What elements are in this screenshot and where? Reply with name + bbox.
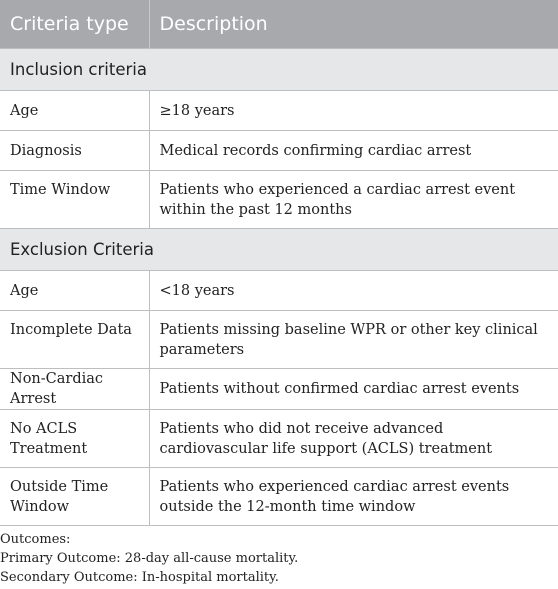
- description-cell: ≥18 years: [149, 91, 558, 131]
- header-criteria-type: Criteria type: [0, 0, 149, 49]
- section-row-inclusion: [0, 49, 558, 91]
- primary-outcome: Primary Outcome: 28-day all-cause mortality.: [0, 551, 299, 566]
- description-cell: Patients who experienced a cardiac arrest event within the past 12 months: [149, 171, 558, 229]
- criteria-cell: Non-Cardiac Arrest: [0, 369, 149, 410]
- table-row: [0, 311, 558, 369]
- section-title: Inclusion criteria: [0, 49, 558, 91]
- table-row: [0, 369, 558, 410]
- criteria-cell: Age: [0, 91, 149, 131]
- table-row: [0, 468, 558, 526]
- table-row: [0, 171, 558, 229]
- table-header-row: [0, 0, 558, 49]
- table-footnotes: [0, 530, 298, 587]
- description-cell: <18 years: [149, 271, 558, 311]
- criteria-cell: Time Window: [0, 171, 149, 229]
- criteria-cell: No ACLS Treatment: [0, 410, 149, 468]
- secondary-outcome: Secondary Outcome: In-hospital mortality.: [0, 570, 279, 585]
- criteria-cell: Outside Time Window: [0, 468, 149, 526]
- table-row: [0, 91, 558, 131]
- section-row-exclusion: [0, 229, 558, 271]
- description-cell: Patients who experienced cardiac arrest events outside the 12-month time window: [149, 468, 558, 526]
- section-title: Exclusion Criteria: [0, 229, 558, 271]
- criteria-cell: Incomplete Data: [0, 311, 149, 369]
- description-cell: Patients missing baseline WPR or other key clinical parameters: [149, 311, 558, 369]
- description-cell: Patients without confirmed cardiac arrest events: [149, 369, 558, 410]
- header-description: Description: [149, 0, 558, 49]
- table-row: [0, 271, 558, 311]
- criteria-cell: Age: [0, 271, 149, 311]
- description-cell: Patients who did not receive advanced cardiovascular life support (ACLS) treatment: [149, 410, 558, 468]
- table-row: [0, 131, 558, 171]
- table-row: [0, 410, 558, 468]
- criteria-cell: Diagnosis: [0, 131, 149, 171]
- description-cell: Medical records confirming cardiac arrest: [149, 131, 558, 171]
- outcomes-label: Outcomes:: [0, 532, 71, 547]
